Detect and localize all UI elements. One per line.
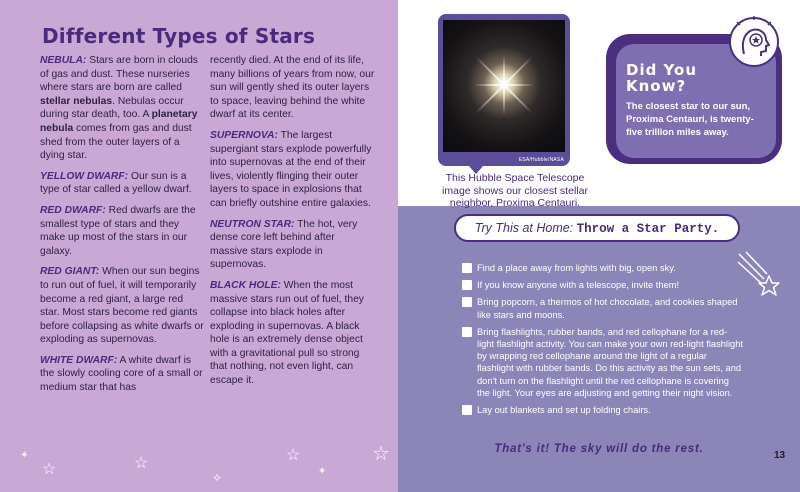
star-decoration-icon: ☆: [286, 447, 301, 464]
photo-credit: ESA/Hubble/NASA: [518, 157, 564, 163]
checklist-text: Lay out blankets and set up folding chairs.: [477, 405, 651, 416]
term-label: BLACK HOLE:: [210, 279, 281, 291]
activity-title: Throw a Star Party.: [576, 222, 720, 236]
star-decoration-icon: ☆: [134, 455, 149, 472]
term-label: WHITE DWARF:: [40, 354, 118, 366]
activity-banner: [454, 214, 740, 242]
star-decoration-icon: ☆: [372, 443, 390, 465]
entry-text: When the most massive stars run out of fuel, they collapse into black holes after exploding in supernovas. A black hole is an extremely dense object with a gravitational pull so strong that nothing, not even light, can escape it.: [210, 279, 364, 387]
left-page: [0, 0, 398, 492]
checkbox-icon[interactable]: [462, 280, 472, 290]
bold-term: stellar nebulas: [40, 95, 113, 107]
photo-caption: This Hubble Space Telescope image shows our closest stellar neighbor, Proxima Centauri.: [442, 172, 588, 209]
proxima-centauri-photo: [443, 20, 565, 152]
checklist-item: [462, 262, 744, 274]
bold-term: planetary nebula: [40, 109, 198, 134]
head-star-icon: [728, 16, 780, 68]
entry-white-dwarf: [40, 354, 205, 395]
term-label: SUPERNOVA:: [210, 129, 278, 141]
star-decoration-icon: ✦: [318, 466, 327, 477]
entry-neutron-star: [210, 218, 375, 272]
checklist-item: [462, 296, 744, 320]
entry-supernova: [210, 129, 375, 211]
did-you-know-callout: [606, 34, 782, 164]
entry-text: comes from gas and dust shed from the outer layers of a dying star.: [40, 122, 192, 162]
checkbox-icon[interactable]: [462, 405, 472, 415]
entry-text: The largest supergiant stars explode powerfully into supernovas at the end of their lives, violently flinging their outer layers to space in explosions that can briefly outshine entire galaxies.: [210, 129, 372, 209]
entry-text: A white dwarf is the slowly cooling core of a small or medium star that has: [40, 354, 203, 394]
entry-text: Stars are born in clouds of gas and dust. These nurseries where stars are born are called: [40, 55, 198, 94]
checklist-text: Bring flashlights, rubber bands, and red cellophane for a red-light flashlight activity. You can make your own red-light flashlight by wrapping red cellophane around the light of a regular flashlight with rubber bands. Do this activity as the sun sets, and don't turn on the flashlight until the red cellophane is covering the light. Your eyes are adjusting and getting their night vision.: [477, 326, 743, 398]
term-label: RED DWARF:: [40, 204, 106, 216]
entry-red-giant: [40, 265, 205, 347]
checklist-text: If you know anyone with a telescope, invite them!: [477, 280, 680, 291]
text-column-1: [40, 54, 205, 402]
did-you-know-text: The closest star to our sun, Proxima Centauri, is twenty-five trillion miles away.: [626, 101, 754, 138]
star-decoration-icon: ✧: [212, 471, 223, 485]
entry-black-hole: [210, 279, 375, 388]
activity-checklist: [462, 262, 744, 421]
entry-text: The hot, very dense core left behind after massive stars explode in supernovas.: [210, 218, 358, 271]
term-label: RED GIANT:: [40, 266, 100, 278]
checklist-item: [462, 404, 744, 416]
entry-nebula: [40, 54, 205, 163]
star-decoration-icon: ☆: [42, 461, 57, 478]
checkbox-icon[interactable]: [462, 327, 472, 337]
term-label: YELLOW DWARF:: [40, 170, 129, 182]
entry-text: Red dwarfs are the smallest type of stars and they make up most of the stars in our galaxy.: [40, 204, 196, 257]
term-label: NEBULA:: [40, 55, 87, 66]
checklist-text: Find a place away from lights with big, open sky.: [477, 263, 676, 273]
entry-text: . Nebulas occur during star death, too. A: [40, 95, 184, 121]
checkbox-icon[interactable]: [462, 263, 472, 273]
star-decoration-icon: ✦: [20, 450, 29, 461]
checklist-text: Bring popcorn, a thermos of hot chocolate, and cookies shaped like stars and moons.: [477, 297, 738, 320]
entry-red-dwarf: [40, 204, 205, 258]
text-column-2: [210, 54, 375, 395]
term-label: NEUTRON STAR:: [210, 218, 295, 230]
entry-yellow-dwarf: [40, 170, 205, 197]
activity-lead: Try This at Home:: [474, 221, 574, 235]
right-page: [398, 0, 800, 492]
section-title: Different Types of Stars: [42, 24, 316, 48]
closing-line: That's it! The sky will do the rest.: [494, 443, 704, 455]
entry-text: recently died. At the end of its life, many billions of years from now, our sun will gently shed its outer layers to space, leaving behind the white dwarf at its center.: [210, 55, 375, 121]
checklist-item: [462, 279, 744, 291]
page-number: 13: [774, 450, 786, 461]
did-you-know-title: Did You Know?: [626, 61, 698, 95]
entry-text: When our sun begins to run out of fuel, it will temporarily become a red giant, a large red star. Most stars become red giants before collapsing as white dwarfs or exploding as supernovas.: [40, 266, 204, 346]
checklist-item: [462, 326, 744, 399]
entry-white-dwarf-continued: [210, 54, 375, 122]
photo-frame: [438, 14, 570, 166]
checkbox-icon[interactable]: [462, 297, 472, 307]
entry-text: Our sun is a type of star called a yellow dwarf.: [40, 170, 192, 196]
